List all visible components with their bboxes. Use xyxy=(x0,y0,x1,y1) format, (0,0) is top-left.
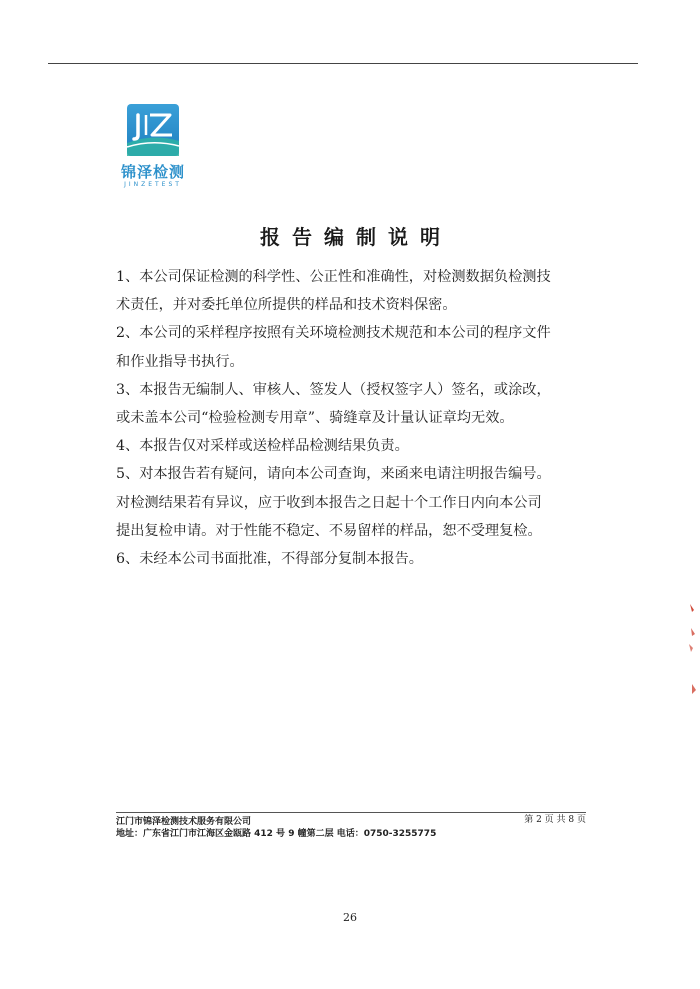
page-title: 报告编制说明 xyxy=(260,225,452,249)
clause-line: 术责任，并对委托单位所提供的样品和技术资料保密。 xyxy=(116,297,457,314)
footer-page-count: 第 2 页 共 8 页 xyxy=(524,815,586,825)
logo-name-en: JINZETEST xyxy=(124,181,182,188)
clause-line: 提出复检申请。对于性能不稳定、不易留样的样品，恕不受理复检。 xyxy=(116,522,542,539)
seam-stamp-icon xyxy=(680,600,700,700)
clause-3 xyxy=(116,376,586,432)
clause-1 xyxy=(116,263,586,319)
clause-line: 和作业指导书执行。 xyxy=(116,353,244,370)
clause-line: 对检测结果若有异议，应于收到本报告之日起十个工作日内向本公司 xyxy=(116,494,542,511)
clause-line: 2、本公司的采样程序按照有关环境检测技术规范和本公司的程序文件 xyxy=(116,325,551,342)
clause-line: 或未盖本公司“检验检测专用章”、骑缝章及计量认证章均无效。 xyxy=(116,410,514,427)
clause-line: 3、本报告无编制人、审核人、签发人（授权签字人）签名，或涂改， xyxy=(116,381,551,398)
footer-company: 江门市锦泽检测技术服务有限公司 xyxy=(116,817,252,827)
jz-logo-icon xyxy=(126,103,180,157)
clause-4 xyxy=(116,432,586,460)
clause-5 xyxy=(116,460,586,545)
page-number: 26 xyxy=(343,911,357,924)
company-logo xyxy=(112,103,194,191)
clause-line: 4、本报告仅对采样或送检样品检测结果负责。 xyxy=(116,438,409,455)
logo-name-cn: 锦泽检测 xyxy=(120,163,185,181)
clause-2 xyxy=(116,319,586,375)
instructions-body xyxy=(116,263,586,573)
clause-line: 1、本公司保证检测的科学性、公正性和准确性，对检测数据负检测技 xyxy=(116,269,551,285)
clause-line: 6、未经本公司书面批准，不得部分复制本报告。 xyxy=(116,551,423,568)
footer-rule xyxy=(116,812,586,813)
footer-address: 地址：广东省江门市江海区金瓯路 412 号 9 幢第二层 电话：0750-3255775 xyxy=(116,829,437,839)
header-rule xyxy=(48,63,638,64)
clause-line: 5、对本报告若有疑问，请向本公司查询，来函来电请注明报告编号。 xyxy=(116,466,551,483)
clause-6 xyxy=(116,545,586,573)
